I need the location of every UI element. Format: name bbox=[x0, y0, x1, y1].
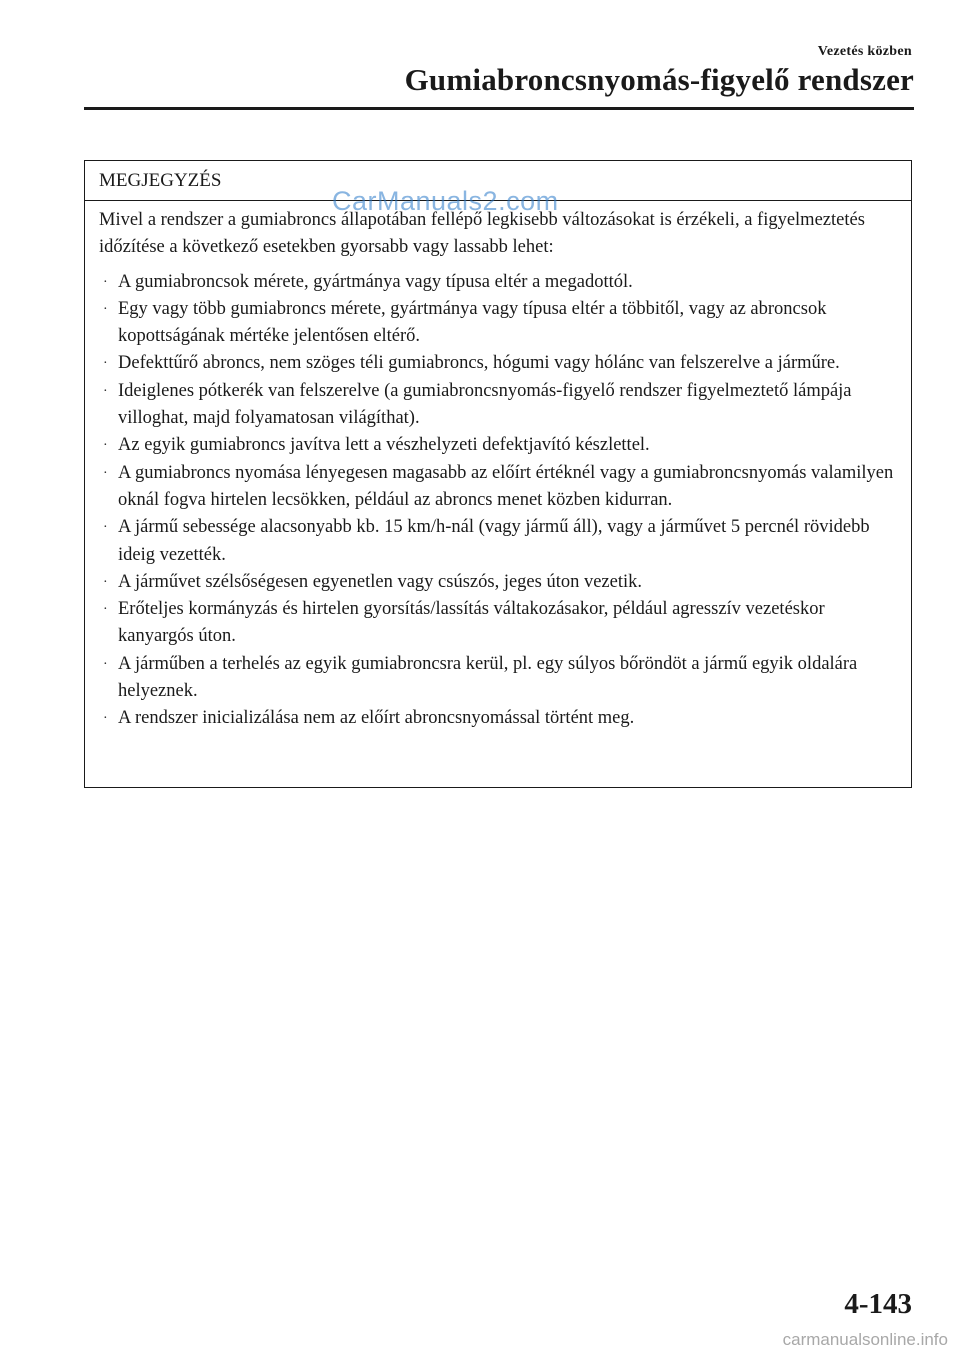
bullet-icon: · bbox=[103, 520, 108, 536]
list-item-text: A gumiabroncs nyomása lényegesen magasabb az előírt értéknél vagy a gumiabroncsnyomás valamilyen oknál fogva hirtelen lecsökken, például az abroncs menet közben kidurran. bbox=[118, 462, 894, 510]
list-item-text: Defekttűrő abroncs, nem szöges téli gumiabroncs, hógumi vagy hólánc van felszerelve a járműre. bbox=[118, 353, 840, 374]
list-item-text: Erőteljes kormányzás és hirtelen gyorsítás/lassítás váltakozásakor, például agresszív vezetéskor kanyargós úton. bbox=[118, 599, 825, 647]
page-title: Gumiabroncsnyomás-figyelő rendszer bbox=[404, 62, 914, 97]
list-item-text: A járművet szélsőségesen egyenetlen vagy csúszós, jeges úton vezetik. bbox=[118, 571, 643, 592]
bullet-icon: · bbox=[103, 383, 108, 399]
list-item-text: A gumiabroncsok mérete, gyártmánya vagy típusa eltér a megadottól. bbox=[118, 271, 633, 292]
list-item bbox=[99, 569, 897, 596]
list-item bbox=[99, 378, 897, 433]
list-item bbox=[99, 460, 897, 515]
list-item bbox=[99, 514, 897, 569]
bullet-icon: · bbox=[103, 574, 108, 590]
watermark-bottom: carmanualsonline.info bbox=[782, 1330, 948, 1349]
note-list bbox=[99, 269, 897, 733]
list-item bbox=[99, 596, 897, 651]
watermark-top: CarManuals2.com bbox=[332, 186, 559, 216]
bullet-icon: · bbox=[103, 656, 108, 672]
note-intro: Mivel a rendszer a gumiabroncs állapotában fellépő legkisebb változásokat is érzékeli, a figyelmeztetés időzítése a következő esetekben gyorsabb vagy lassabb lehet: bbox=[99, 210, 865, 258]
note-body bbox=[85, 201, 911, 733]
bullet-icon: · bbox=[103, 274, 108, 290]
list-item-text: A járműben a terhelés az egyik gumiabroncsra kerül, pl. egy súlyos bőröndöt a jármű egyik oldalára helyeznek. bbox=[118, 653, 858, 702]
note-heading: MEGJEGYZÉS bbox=[85, 161, 911, 201]
list-item-text: Az egyik gumiabroncs javítva lett a vészhelyzeti defektjavító készlettel. bbox=[118, 435, 650, 456]
list-item-text: Egy vagy több gumiabroncs mérete, gyártmánya vagy típusa eltér a többitől, vagy az abroncsok kopottságának mértéke jelentősen eltérő. bbox=[118, 298, 827, 347]
list-item-text: A rendszer inicializálása nem az előírt abroncsnyomással történt meg. bbox=[118, 708, 635, 729]
list-item bbox=[99, 269, 897, 296]
list-item bbox=[99, 432, 897, 459]
bullet-icon: · bbox=[103, 356, 108, 372]
note-box bbox=[84, 160, 912, 788]
page-number: 4-143 bbox=[844, 1288, 912, 1320]
header-divider bbox=[84, 107, 914, 110]
list-item-text: A jármű sebessége alacsonyabb kb. 15 km/h-nál (vagy jármű áll), vagy a járművet 5 percnél rövidebb ideig vezették. bbox=[118, 517, 870, 565]
list-item-text: Ideiglenes pótkerék van felszerelve (a gumiabroncsnyomás-figyelő rendszer figyelmeztető lámpája villoghat, majd folyamatosan világíthat). bbox=[118, 380, 852, 429]
list-item bbox=[99, 350, 897, 377]
bullet-icon: · bbox=[103, 711, 108, 727]
bullet-icon: · bbox=[103, 465, 108, 481]
bullet-icon: · bbox=[103, 602, 108, 618]
list-item bbox=[99, 705, 897, 732]
bullet-icon: · bbox=[103, 438, 108, 454]
bullet-icon: · bbox=[103, 301, 108, 317]
section-label: Vezetés közben bbox=[817, 44, 912, 59]
list-item bbox=[99, 651, 897, 706]
list-item bbox=[99, 296, 897, 351]
